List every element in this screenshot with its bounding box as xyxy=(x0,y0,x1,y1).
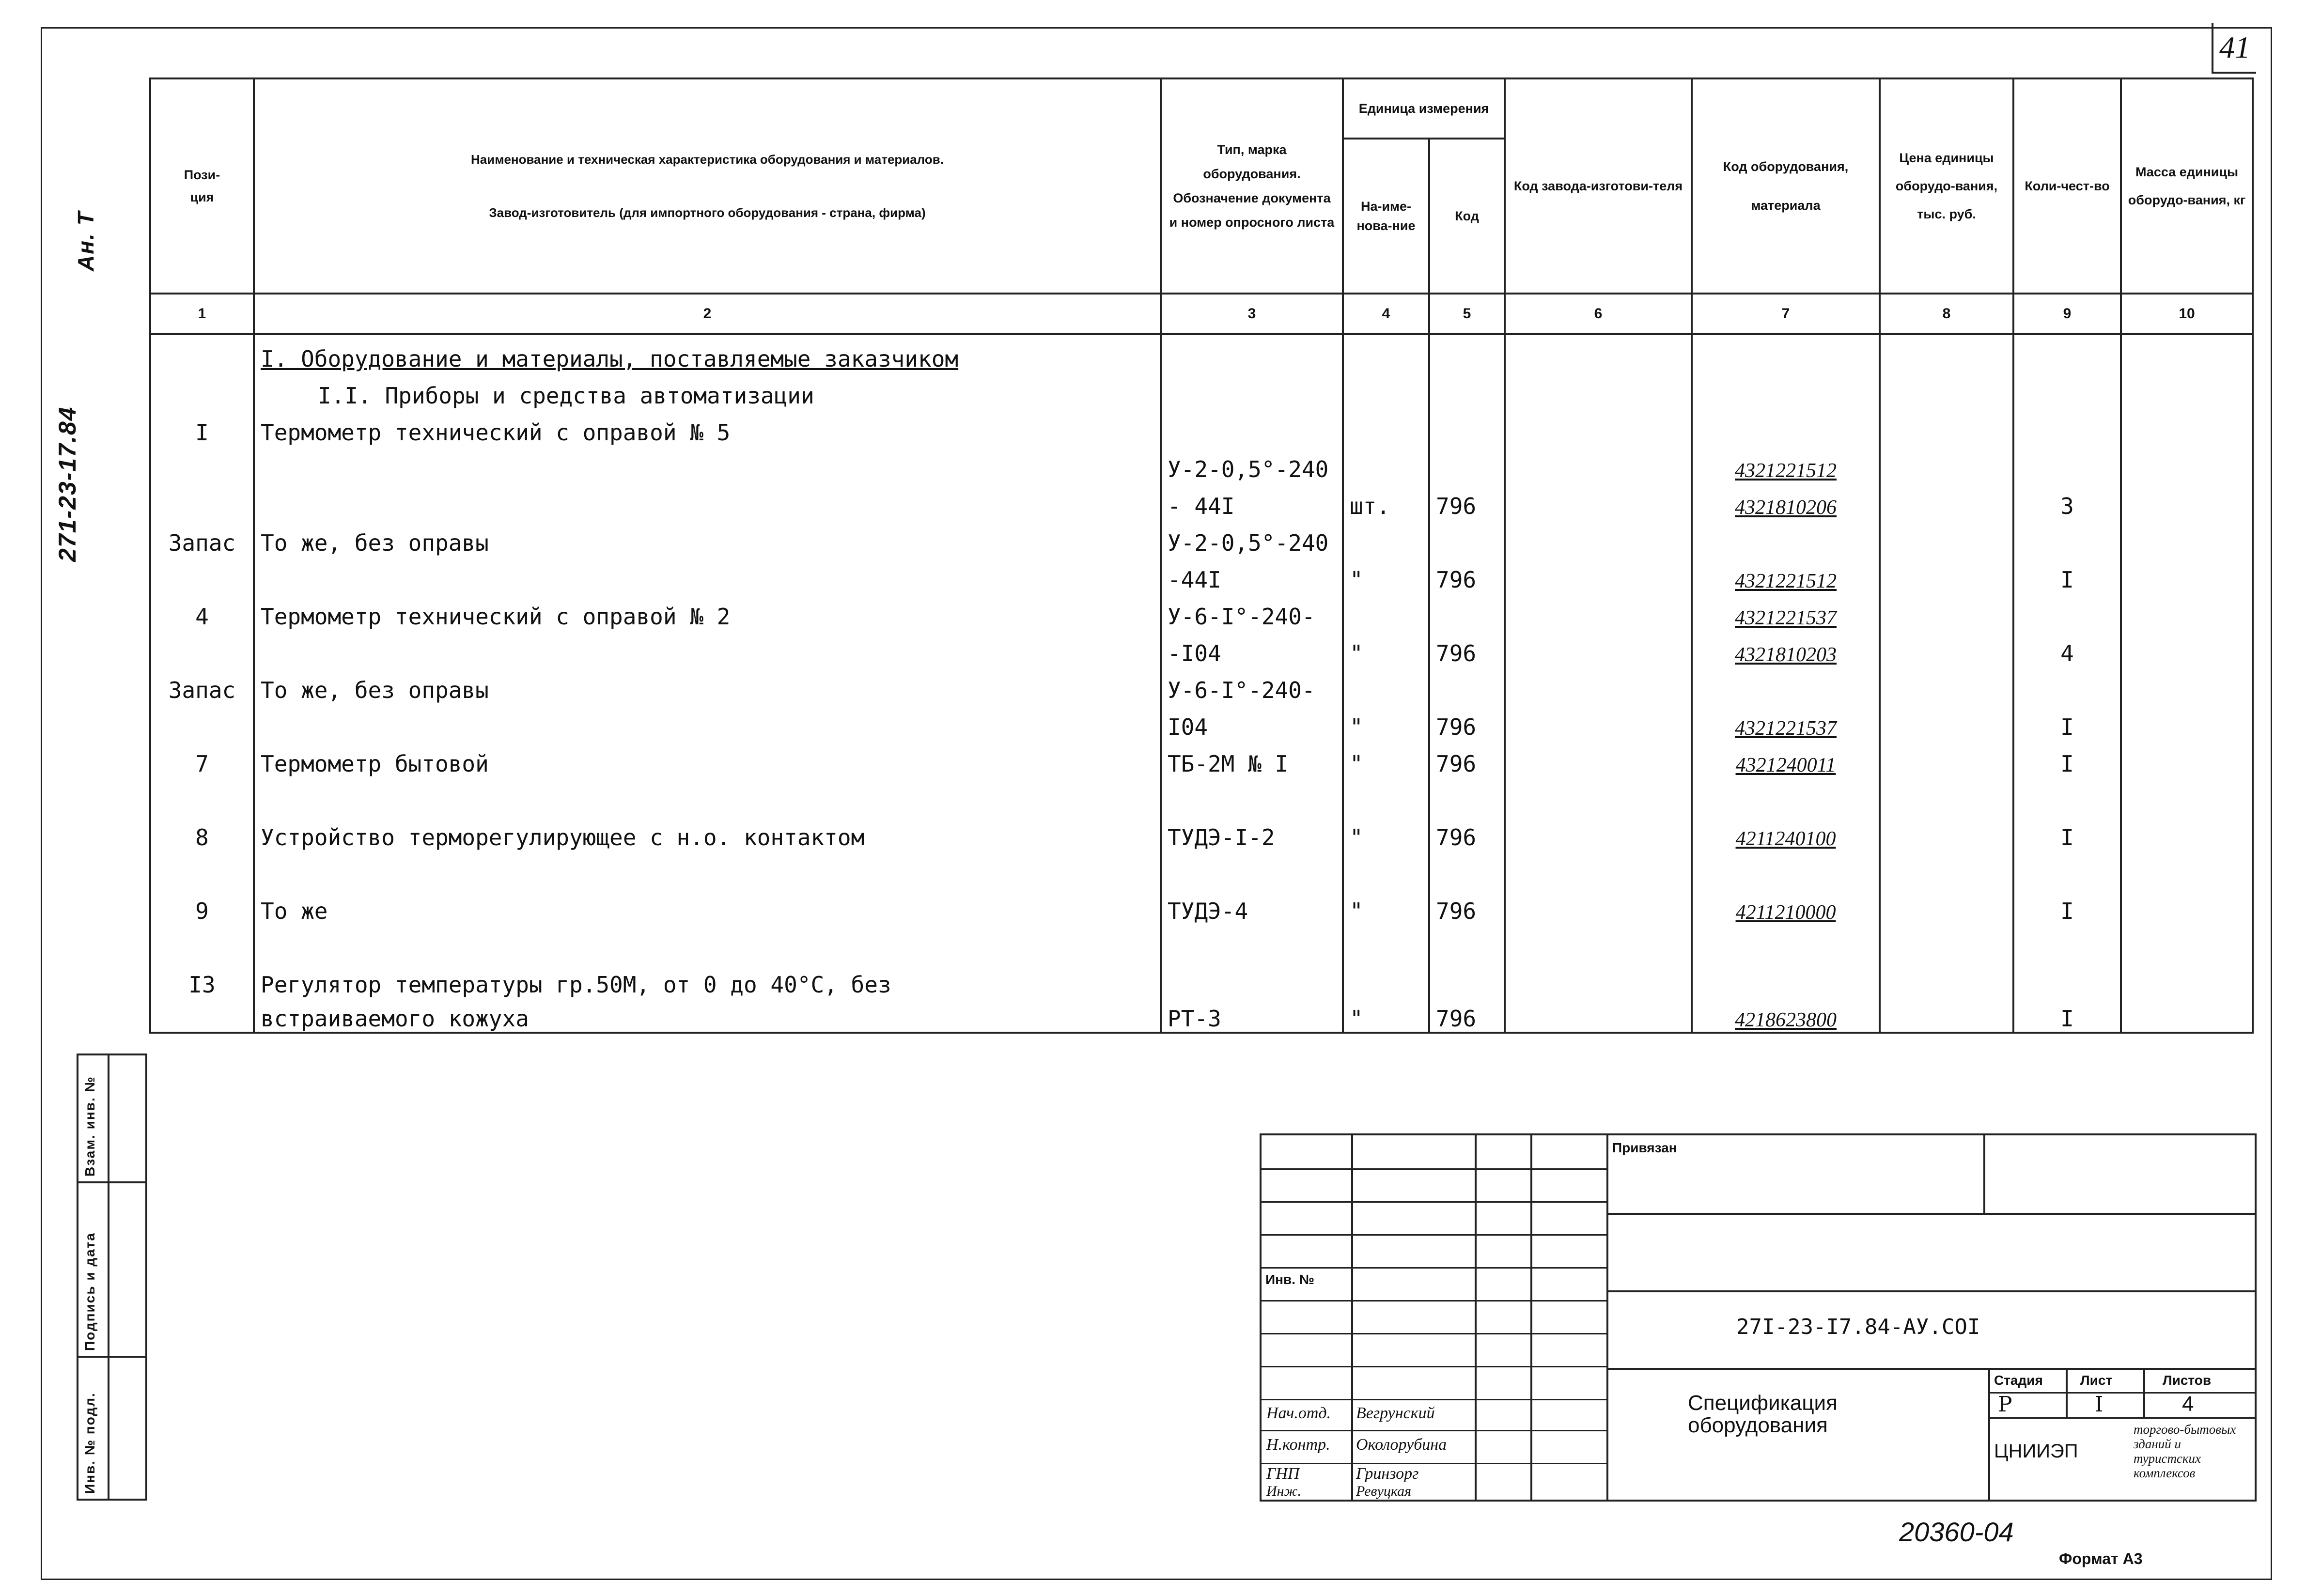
cell-empty xyxy=(1505,593,1692,630)
cell-code: 4321810206 xyxy=(1692,482,1880,519)
cell-pos xyxy=(150,556,254,593)
cell-ucode: 796 xyxy=(1429,740,1505,777)
table-row xyxy=(150,998,2253,1033)
cell-ucode xyxy=(1429,593,1505,630)
header-row xyxy=(150,78,2253,139)
header-factory-code: Код завода-изготови-теля xyxy=(1505,78,1692,294)
cell-ucode xyxy=(1429,666,1505,703)
cell-ucode: 796 xyxy=(1429,703,1505,740)
cell-empty xyxy=(1880,593,2013,630)
cell-empty xyxy=(2121,703,2253,740)
cell-empty xyxy=(1880,814,2013,851)
cell-unit: " xyxy=(1343,887,1429,924)
cell-empty xyxy=(1505,924,1692,961)
cell-empty xyxy=(1505,519,1692,556)
cell-name xyxy=(254,556,1161,593)
signature-role-2: Н.контр. xyxy=(1266,1436,1330,1454)
cell-empty xyxy=(2121,519,2253,556)
col-num: 9 xyxy=(2013,294,2121,334)
title-block xyxy=(1260,1133,2257,1502)
cell-type: ТУДЭ-4 xyxy=(1161,887,1343,924)
cell-type: I04 xyxy=(1161,703,1343,740)
cell-name: Устройство терморегулирующее с н.о. контактом xyxy=(254,814,1161,851)
cell-qty xyxy=(2013,777,2121,814)
cell-qty xyxy=(2013,961,2121,998)
cell-pos xyxy=(150,924,254,961)
cell-type: У-2-0,5°-240 xyxy=(1161,446,1343,482)
cell-empty xyxy=(1505,777,1692,814)
cell-unit xyxy=(1343,593,1429,630)
table-row xyxy=(150,961,2253,998)
column-numbers-row xyxy=(150,294,2253,334)
sheets-value: 4 xyxy=(2182,1392,2194,1416)
cell-name xyxy=(254,703,1161,740)
cell-type xyxy=(1161,961,1343,998)
strip-label-replace-inv: Взам. инв. № xyxy=(82,1076,97,1177)
cell-qty xyxy=(2013,666,2121,703)
cell-code: 4321240011 xyxy=(1692,740,1880,777)
document-title: Спецификация оборудования xyxy=(1688,1391,1838,1437)
signature-name-3: Гринзорг xyxy=(1356,1465,1419,1483)
cell-empty xyxy=(2121,409,2253,446)
cell-empty xyxy=(2121,556,2253,593)
cell-pos: 8 xyxy=(150,814,254,851)
cell-empty xyxy=(1505,887,1692,924)
signature-name-1: Вегрунский xyxy=(1356,1404,1435,1422)
cell-qty xyxy=(2013,409,2121,446)
cell-type xyxy=(1161,777,1343,814)
cell-name: То же, без оправы xyxy=(254,519,1161,556)
cell-qty: I xyxy=(2013,887,2121,924)
col-num: 4 xyxy=(1343,294,1429,334)
cell-type: У-2-0,5°-240 xyxy=(1161,519,1343,556)
cell-ucode: 796 xyxy=(1429,814,1505,851)
sheet-value: I xyxy=(2095,1392,2103,1417)
cell-empty xyxy=(2121,334,2253,372)
cell-ucode xyxy=(1429,334,1505,372)
document-code: 27I-23-I7.84-АУ.COI xyxy=(1736,1315,1980,1339)
cell-unit xyxy=(1343,519,1429,556)
table-row xyxy=(150,556,2253,593)
table-row xyxy=(150,593,2253,630)
cell-empty xyxy=(1505,740,1692,777)
table-row xyxy=(150,482,2253,519)
header-equipment-code: Код оборудования, материала xyxy=(1692,78,1880,294)
cell-type: ТБ-2М № I xyxy=(1161,740,1343,777)
cell-unit: " xyxy=(1343,740,1429,777)
cell-unit xyxy=(1343,924,1429,961)
strip-label-inv-no: Инв. № подл. xyxy=(82,1392,97,1494)
header-unit-name: На-име-нова-ние xyxy=(1343,139,1429,294)
cell-empty xyxy=(1505,814,1692,851)
cell-name: I. Оборудование и материалы, поставляемые заказчиком xyxy=(254,334,1161,372)
header-quantity: Коли-чест-во xyxy=(2013,78,2121,294)
cell-code: 4218623800 xyxy=(1692,998,1880,1033)
cell-qty: I xyxy=(2013,740,2121,777)
cell-name: Регулятор температуры гр.50М, от 0 до 40°С, без xyxy=(254,961,1161,998)
cell-empty xyxy=(2121,593,2253,630)
cell-empty xyxy=(1505,556,1692,593)
cell-qty xyxy=(2013,446,2121,482)
sheet-label: Лист xyxy=(2080,1373,2113,1388)
cell-name: Термометр технический с оправой № 2 xyxy=(254,593,1161,630)
cell-code: 4321221537 xyxy=(1692,593,1880,630)
cell-code xyxy=(1692,961,1880,998)
cell-empty xyxy=(1505,703,1692,740)
signature-role-3: ГНП xyxy=(1266,1465,1300,1483)
cell-empty xyxy=(1880,446,2013,482)
cell-qty xyxy=(2013,851,2121,887)
cell-pos xyxy=(150,482,254,519)
cell-type xyxy=(1161,334,1343,372)
cell-qty xyxy=(2013,593,2121,630)
cell-empty xyxy=(1880,851,2013,887)
cell-unit: " xyxy=(1343,703,1429,740)
header-name: Наименование и техническая характеристика оборудования и материалов. Завод-изготовитель (для импортного оборудования - страна, фирма) xyxy=(254,78,1161,294)
cell-unit xyxy=(1343,409,1429,446)
header-price: Цена единицы оборудо-вания, тыс. руб. xyxy=(1880,78,2013,294)
cell-pos xyxy=(150,446,254,482)
cell-pos: 7 xyxy=(150,740,254,777)
signature-role-1: Нач.отд. xyxy=(1266,1404,1331,1422)
cell-code xyxy=(1692,924,1880,961)
header-mass: Масса единицы оборудо-вания, кг xyxy=(2121,78,2253,294)
cell-type: -I04 xyxy=(1161,630,1343,666)
table-row xyxy=(150,851,2253,887)
cell-empty xyxy=(1505,961,1692,998)
cell-empty xyxy=(2121,482,2253,519)
cell-empty xyxy=(2121,851,2253,887)
cell-name: I.I. Приборы и средства автоматизации xyxy=(254,372,1161,409)
cell-qty: 4 xyxy=(2013,630,2121,666)
cell-type: РТ-3 xyxy=(1161,998,1343,1033)
cell-ucode: 796 xyxy=(1429,887,1505,924)
cell-pos xyxy=(150,372,254,409)
table-body xyxy=(150,334,2253,1033)
cell-code xyxy=(1692,777,1880,814)
cell-code: 4321221512 xyxy=(1692,446,1880,482)
cell-unit xyxy=(1343,777,1429,814)
cell-empty xyxy=(1880,372,2013,409)
cell-empty xyxy=(2121,998,2253,1033)
cell-empty xyxy=(2121,740,2253,777)
organization: ЦНИИЭП xyxy=(1994,1441,2078,1462)
specification-table xyxy=(149,77,2254,1034)
cell-pos: I xyxy=(150,409,254,446)
cell-empty xyxy=(1505,851,1692,887)
left-approval-strip xyxy=(77,1054,147,1501)
cell-empty xyxy=(1505,482,1692,519)
cell-pos: 4 xyxy=(150,593,254,630)
cell-empty xyxy=(1880,961,2013,998)
cell-empty xyxy=(1505,446,1692,482)
cell-code xyxy=(1692,334,1880,372)
cell-empty xyxy=(1880,334,2013,372)
bottom-number: 20360-04 xyxy=(1899,1517,2014,1547)
table-row xyxy=(150,519,2253,556)
stage-value: Р xyxy=(1998,1392,2012,1417)
sheet-number: 41 xyxy=(2212,23,2256,74)
col-num: 1 xyxy=(150,294,254,334)
cell-code xyxy=(1692,851,1880,887)
cell-name xyxy=(254,777,1161,814)
cell-qty: I xyxy=(2013,814,2121,851)
col-num: 10 xyxy=(2121,294,2253,334)
cell-qty xyxy=(2013,372,2121,409)
cell-unit xyxy=(1343,666,1429,703)
cell-empty xyxy=(1880,998,2013,1033)
cell-ucode: 796 xyxy=(1429,998,1505,1033)
cell-empty xyxy=(1880,924,2013,961)
cell-code: 4211240100 xyxy=(1692,814,1880,851)
cell-empty xyxy=(1880,666,2013,703)
cell-qty xyxy=(2013,519,2121,556)
side-document-code: 271-23-17.84 xyxy=(54,406,81,562)
cell-empty xyxy=(2121,630,2253,666)
cell-ucode: 796 xyxy=(1429,556,1505,593)
cell-empty xyxy=(1505,998,1692,1033)
col-num: 7 xyxy=(1692,294,1880,334)
cell-empty xyxy=(1505,334,1692,372)
cell-name xyxy=(254,924,1161,961)
table-row xyxy=(150,630,2253,666)
cell-pos: Запас xyxy=(150,666,254,703)
cell-empty xyxy=(2121,814,2253,851)
cell-unit xyxy=(1343,851,1429,887)
cell-empty xyxy=(1880,482,2013,519)
sheets-label: Листов xyxy=(2163,1373,2212,1388)
cell-code xyxy=(1692,372,1880,409)
cell-ucode xyxy=(1429,409,1505,446)
organization-note: торгово-бытовых зданий и туристских комплексов xyxy=(2134,1422,2236,1480)
cell-empty xyxy=(1880,703,2013,740)
table-row xyxy=(150,777,2253,814)
cell-code xyxy=(1692,409,1880,446)
cell-pos xyxy=(150,851,254,887)
cell-name: Термометр бытовой xyxy=(254,740,1161,777)
table-row xyxy=(150,666,2253,703)
cell-pos xyxy=(150,334,254,372)
cell-empty xyxy=(1880,630,2013,666)
col-num: 2 xyxy=(254,294,1161,334)
privyazan-label: Привязан xyxy=(1612,1140,1677,1155)
strip-label-signature: Подпись и дата xyxy=(82,1232,97,1351)
cell-empty xyxy=(2121,372,2253,409)
table-row xyxy=(150,814,2253,851)
format-label: Формат А3 xyxy=(2059,1550,2143,1567)
cell-empty xyxy=(1505,372,1692,409)
col-num: 8 xyxy=(1880,294,2013,334)
cell-empty xyxy=(1880,519,2013,556)
cell-qty: I xyxy=(2013,556,2121,593)
cell-code xyxy=(1692,666,1880,703)
cell-empty xyxy=(1880,887,2013,924)
cell-code: 4321221512 xyxy=(1692,556,1880,593)
cell-pos: I3 xyxy=(150,961,254,998)
cell-unit xyxy=(1343,372,1429,409)
cell-pos xyxy=(150,703,254,740)
cell-name xyxy=(254,851,1161,887)
cell-empty xyxy=(2121,666,2253,703)
cell-pos xyxy=(150,630,254,666)
table-row xyxy=(150,703,2253,740)
cell-empty xyxy=(2121,446,2253,482)
table-row xyxy=(150,924,2253,961)
cell-ucode xyxy=(1429,961,1505,998)
cell-ucode: 796 xyxy=(1429,482,1505,519)
cell-unit xyxy=(1343,334,1429,372)
cell-qty: I xyxy=(2013,703,2121,740)
signature-name-2: Околорубина xyxy=(1356,1436,1447,1454)
cell-empty xyxy=(1880,409,2013,446)
cell-type xyxy=(1161,924,1343,961)
signature-role-4: Инж. xyxy=(1266,1483,1301,1499)
cell-unit: " xyxy=(1343,630,1429,666)
table-row xyxy=(150,446,2253,482)
col-num: 5 xyxy=(1429,294,1505,334)
header-unit: Единица измерения xyxy=(1343,78,1505,139)
table-row xyxy=(150,740,2253,777)
header-unit-code: Код xyxy=(1429,139,1505,294)
cell-name xyxy=(254,446,1161,482)
cell-unit: " xyxy=(1343,998,1429,1033)
cell-pos: Запас xyxy=(150,519,254,556)
cell-pos xyxy=(150,998,254,1033)
cell-empty xyxy=(1505,630,1692,666)
cell-unit: " xyxy=(1343,814,1429,851)
cell-code xyxy=(1692,519,1880,556)
table-row xyxy=(150,409,2253,446)
cell-unit xyxy=(1343,961,1429,998)
cell-qty xyxy=(2013,924,2121,961)
cell-empty xyxy=(1505,409,1692,446)
cell-ucode xyxy=(1429,519,1505,556)
cell-pos: 9 xyxy=(150,887,254,924)
cell-unit: шт. xyxy=(1343,482,1429,519)
cell-code: 4321810203 xyxy=(1692,630,1880,666)
cell-empty xyxy=(1880,777,2013,814)
cell-name: То же xyxy=(254,887,1161,924)
table-row xyxy=(150,372,2253,409)
inv-no-label: Инв. № xyxy=(1265,1272,1315,1287)
cell-name: То же, без оправы xyxy=(254,666,1161,703)
cell-code: 4321221537 xyxy=(1692,703,1880,740)
cell-empty xyxy=(2121,887,2253,924)
cell-type: ТУДЭ-I-2 xyxy=(1161,814,1343,851)
cell-ucode: 796 xyxy=(1429,630,1505,666)
cell-ucode xyxy=(1429,777,1505,814)
cell-type: - 44I xyxy=(1161,482,1343,519)
cell-qty xyxy=(2013,334,2121,372)
cell-ucode xyxy=(1429,924,1505,961)
cell-ucode xyxy=(1429,851,1505,887)
header-position: Пози- ция xyxy=(150,78,254,294)
col-num: 3 xyxy=(1161,294,1343,334)
cell-qty: I xyxy=(2013,998,2121,1033)
cell-name xyxy=(254,482,1161,519)
cell-type xyxy=(1161,409,1343,446)
cell-type xyxy=(1161,372,1343,409)
cell-empty xyxy=(1505,666,1692,703)
cell-type: У-6-I°-240- xyxy=(1161,666,1343,703)
header-type: Тип, марка оборудования. Обозначение документа и номер опросного листа xyxy=(1161,78,1343,294)
cell-type: У-6-I°-240- xyxy=(1161,593,1343,630)
table-row xyxy=(150,887,2253,924)
cell-name: встраиваемого кожуха xyxy=(254,998,1161,1033)
cell-empty xyxy=(1880,556,2013,593)
cell-name xyxy=(254,630,1161,666)
cell-unit xyxy=(1343,446,1429,482)
stage-label: Стадия xyxy=(1994,1373,2043,1388)
side-stamp: Ан. Т xyxy=(73,211,98,271)
cell-empty xyxy=(1880,740,2013,777)
col-num: 6 xyxy=(1505,294,1692,334)
cell-qty: 3 xyxy=(2013,482,2121,519)
table-row xyxy=(150,334,2253,372)
cell-ucode xyxy=(1429,446,1505,482)
cell-empty xyxy=(2121,777,2253,814)
cell-name: Термометр технический с оправой № 5 xyxy=(254,409,1161,446)
cell-pos xyxy=(150,777,254,814)
cell-unit: " xyxy=(1343,556,1429,593)
cell-type xyxy=(1161,851,1343,887)
cell-code: 4211210000 xyxy=(1692,887,1880,924)
cell-empty xyxy=(2121,961,2253,998)
signature-name-4: Ревуцкая xyxy=(1356,1483,1412,1499)
cell-type: -44I xyxy=(1161,556,1343,593)
cell-empty xyxy=(2121,924,2253,961)
cell-ucode xyxy=(1429,372,1505,409)
